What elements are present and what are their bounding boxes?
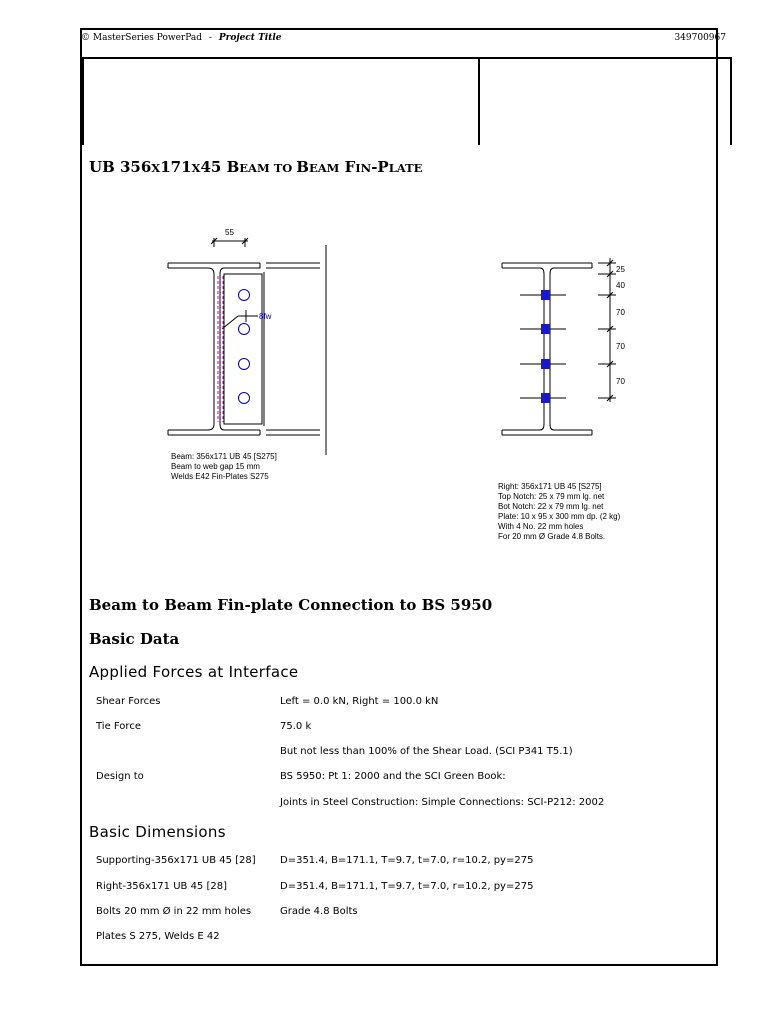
- left-elevation: [168, 238, 326, 455]
- header-separator: -: [208, 33, 212, 43]
- dimension-40: 40: [616, 281, 625, 290]
- dimension-70-a: 70: [616, 308, 625, 317]
- basic-data-heading: Basic Data: [89, 630, 180, 648]
- row-value-right: D=351.4, B=171.1, T=9.7, t=7.0, r=10.2, py=275: [280, 881, 534, 892]
- row-label-design: Design to: [96, 771, 144, 782]
- row-value-supporting: D=351.4, B=171.1, T=9.7, t=7.0, r=10.2, py=275: [280, 855, 534, 866]
- row-label-shear: Shear Forces: [96, 696, 161, 707]
- applied-forces-heading: Applied Forces at Interface: [89, 663, 299, 681]
- right-drawing-notes: Right: 356x171 UB 45 [S275] Top Notch: 25 x 79 mm lg. net Bot Notch: 22 x 79 mm lg. net Plate: 10 x 95 x 300 mm dp. (2 kg) With 4 No. 22 mm holes For 20 mm Ø Grade 4.8 Bolts.: [498, 482, 621, 541]
- bolt-markers: [541, 290, 550, 403]
- doc-number: 349700967: [674, 33, 726, 43]
- dimension-55: 55: [225, 228, 234, 237]
- row-label-tie: Tie Force: [96, 721, 141, 732]
- section-title: Beam to Beam Fin-plate Connection to BS 5950: [89, 596, 493, 614]
- dimension-70-c: 70: [616, 377, 625, 386]
- app-name: © MasterSeries PowerPad: [81, 33, 203, 43]
- basic-dimensions-heading: Basic Dimensions: [89, 823, 226, 841]
- row-value-design-note: Joints in Steel Construction: Simple Connections: SCI-P212: 2002: [280, 797, 605, 808]
- dimension-70-b: 70: [616, 342, 625, 351]
- left-drawing-notes: Beam: 356x171 UB 45 [S275] Beam to web gap 15 mm Welds E42 Fin-Plates S275: [171, 452, 277, 481]
- row-label-right: Right-356x171 UB 45 [28]: [96, 881, 228, 892]
- row-label-plates: Plates S 275, Welds E 42: [96, 931, 220, 942]
- page-title: UB 356X171X45 BEAM TO BEAM FIN-PLATE: [89, 158, 423, 176]
- right-section: [502, 258, 616, 435]
- row-value-shear: Left = 0.0 kN, Right = 100.0 kN: [280, 696, 439, 707]
- project-title: Project Title: [218, 33, 282, 43]
- row-label-bolts: Bolts 20 mm Ø in 22 mm holes: [96, 906, 252, 917]
- weld-label: 8fw: [259, 312, 272, 321]
- frame-bottom: [80, 964, 718, 966]
- row-value-tie: 75.0 k: [280, 721, 312, 732]
- row-value-tie-note: But not less than 100% of the Shear Load. (SCI P341 T5.1): [280, 746, 573, 757]
- row-value-bolts: Grade 4.8 Bolts: [280, 906, 358, 917]
- dimension-25: 25: [616, 265, 625, 274]
- row-value-design: BS 5950: Pt 1: 2000 and the SCI Green Book:: [280, 771, 506, 782]
- row-label-supporting: Supporting-356x171 UB 45 [28]: [96, 855, 256, 866]
